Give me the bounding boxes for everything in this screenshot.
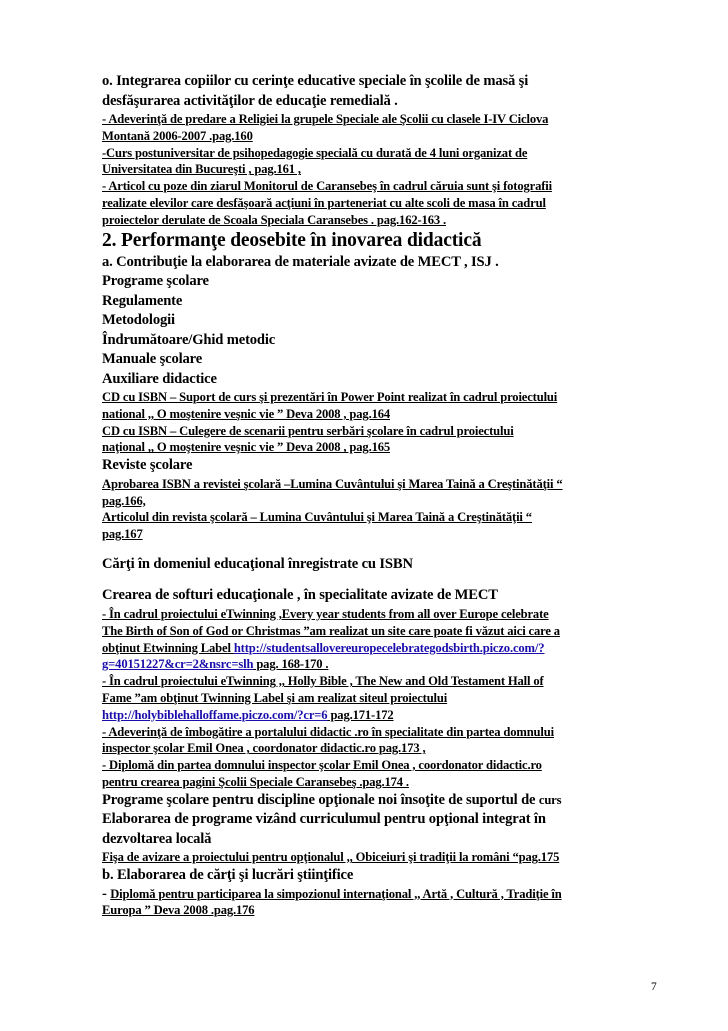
text-line: Manuale şcolare [102, 351, 203, 368]
page-number: 7 [651, 981, 657, 993]
text-line: Regulamente [102, 292, 183, 309]
text-line: Crearea de softuri educaţionale , în specialitate avizate de MECT [102, 587, 498, 604]
text-line: Elaborarea de programe vizând curriculumul pentru opţional integrat în [102, 811, 546, 828]
text-line: Îndrumătoare/Ghid metodic [102, 331, 276, 348]
page-ref: pag.171-172 [327, 707, 394, 722]
text-line: CD cu ISBN – Culegere de scenarii pentru serbări şcolare în cadrul proiectului [102, 423, 514, 438]
document-body [102, 72, 672, 919]
text-line: The Birth of Son of God or Christmas ”am realizat un site care poate fi văzut aici care a [102, 623, 560, 638]
text-line: - În cadrul proiectului eTwinning ,Every year students from all over Europe celebrate [102, 606, 549, 621]
text-line: Europa ” Deva 2008 .pag.176 [102, 903, 255, 918]
text-line: Articolul din revista şcolară – Lumina Cuvântului şi Marea Taină a Creştinătăţii “ [102, 510, 532, 525]
text-line: - Articol cu poze din ziarul Monitorul de Caransebeş în cadrul căruia sunt şi fotografii [102, 179, 552, 194]
text-line: dezvoltarea locală [102, 830, 212, 847]
text-line: b. Elaborarea de cărţi şi lucrări ştiinţifice [102, 867, 354, 884]
text-part: Programe şcolare pentru discipline opţionale noi însoţite de suportul de [102, 791, 539, 808]
text-line: Fame ”am obţinut Twinning Label şi am realizat siteul proiectului [102, 690, 448, 705]
text-line: Reviste şcolare [102, 457, 193, 474]
text-line: a. Contribuţie la elaborarea de materiale avizate de MECT , ISJ . [102, 253, 499, 270]
site-link[interactable]: http://holybiblehalloffame.piczo.com/?cr=6 [102, 707, 328, 722]
text-line: Universitatea din Bucureşti , pag.161 , [102, 162, 301, 177]
text-line [102, 640, 672, 657]
text-line: Auxiliare didactice [102, 370, 217, 387]
text-line [102, 886, 672, 903]
text-line: proiectelor derulate de Scoala Speciala Caransebes . pag.162-163 . [102, 212, 446, 227]
text-line: o. Integrarea copiilor cu cerinţe educative speciale în şcolile de masă şi [102, 73, 529, 89]
text-line: Montană 2006-2007 .pag.160 [102, 128, 253, 143]
text-line: - În cadrul proiectului eTwinning ,, Holly Bible , The New and Old Testament Hall of [102, 674, 544, 689]
text-line: naţional ,, O moştenire veşnic vie ” Deva 2008 , pag.165 [102, 440, 391, 455]
text-line: Programe şcolare [102, 273, 209, 290]
text-line: - Diplomă din partea domnului inspector şcolar Emil Onea , coordonator didactic.ro [102, 758, 542, 773]
text-line: Aprobarea ISBN a revistei şcolară –Lumina Cuvântului şi Marea Taină a Creştinătăţii “ [102, 476, 563, 491]
text-line: Fişa de avizare a proiectului pentru opţionalul ,, Obiceiuri şi tradiţii la români “pag.175 [102, 850, 560, 865]
text-line: desfăşurarea activităţilor de educaţie remedială . [102, 92, 398, 109]
text-line: inspector şcolar Emil Onea , coordonator didactic.ro pag.173 , [102, 741, 426, 756]
text-line: Metodologii [102, 312, 175, 329]
text-line [102, 656, 672, 673]
section-heading: 2. Performanţe deosebite în inovarea didactică [102, 229, 482, 251]
text-line: pag.166, [102, 493, 146, 508]
text-line: pentru crearea pagini Şcolii Speciale Caransebeş .pag.174 . [102, 774, 409, 789]
label-text: obţinut Etwinning Label [102, 640, 234, 655]
text-line: - Adeverinţă de îmbogătire a portalului didactic .ro în specialitate din partea domnului [102, 724, 554, 739]
text-line: CD cu ISBN – Suport de curs şi prezentări în Power Point realizat în cadrul proiectului [102, 390, 558, 405]
text-line: national ,, O moştenire veşnic vie ” Deva 2008 , pag.164 [102, 406, 391, 421]
page-ref: pag. 168-170 . [253, 657, 329, 672]
text-line: -Curs postuniversitar de psihopedagogie specială cu durată de 4 luni organizat de [102, 145, 528, 160]
text-line: pag.167 [102, 527, 143, 542]
text-part: - [102, 885, 111, 902]
site-link[interactable]: http://studentsallovereuropecelebrategodsbirth.piczo.com/? [233, 640, 545, 655]
text-line: Cărţi în domeniul educaţional înregistrate cu ISBN [102, 555, 413, 572]
text-line: - Adeverinţă de predare a Religiei la grupele Speciale ale Şcolii cu clasele I-IV Ciclova [102, 112, 549, 126]
site-link-cont[interactable]: g=40151227&cr=2&nsrc=slh [102, 657, 254, 672]
text-line [102, 791, 672, 811]
text-part: Diplomă pentru participarea la simpozionul internaţional ,, Artă , Cultură , Tradiţie în [110, 886, 562, 901]
text-line [102, 707, 672, 724]
text-line: realizate elevilor care desfăşoară acţiuni în parteneriat cu alte scoli de masa în cadrul [102, 195, 546, 210]
text-part: curs [538, 792, 562, 807]
